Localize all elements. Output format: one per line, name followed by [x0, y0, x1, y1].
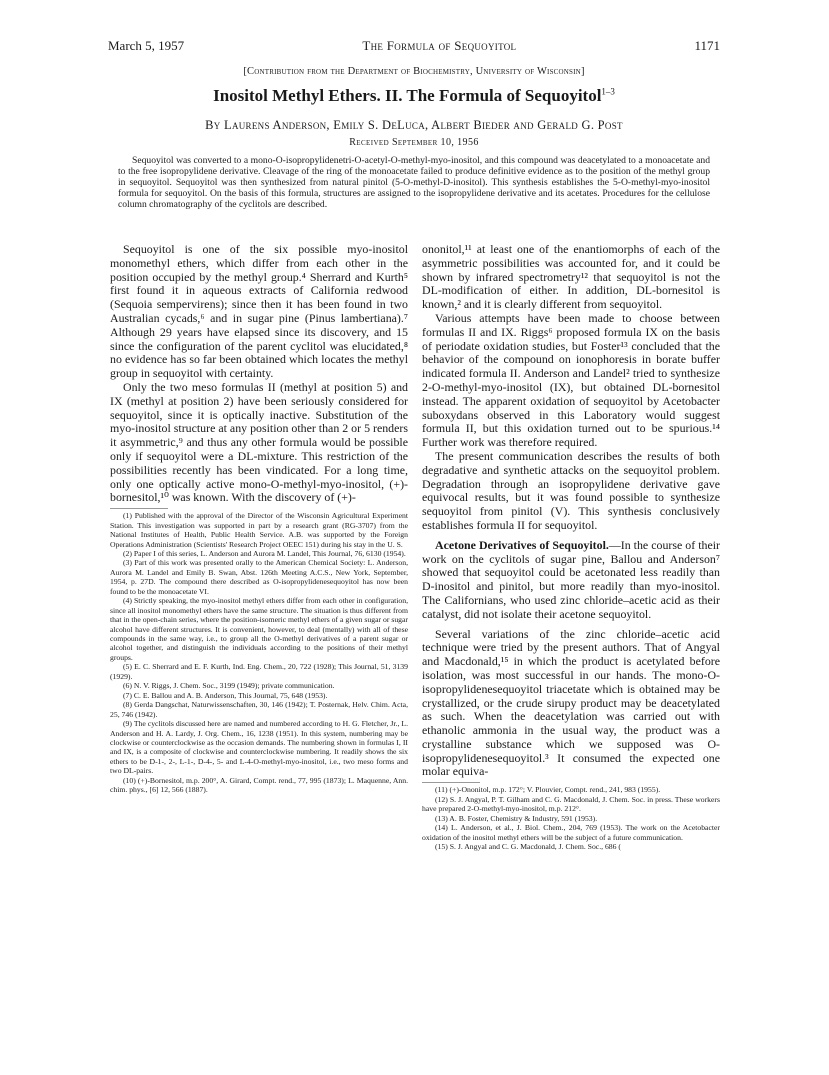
footnote: (15) S. J. Angyal and C. G. Macdonald, J. Chem. Soc., 686 (: [435, 842, 621, 851]
section-paragraph: [422, 539, 720, 622]
footnote: (9) The cyclitols discussed here are named and numbered according to H. G. Fletcher, Jr., L. Anderson and H. A. Lardy, J. Org. Chem., 16, 1238 (1951). In this system, numbering may be clockwise or counterclockwise as the occasion demands. The numbering shown in formulas I, II and IX, is a composite of clockwise and counterclockwise numbering. It readily shows the six ethers to be D-1-, 2-, L-1-, D-4-, 5- and L-4-O-methyl-myo-inositol, i.e., two meso forms and two DL-pairs.: [110, 719, 408, 776]
title-footnote-refs: 1–3: [601, 86, 615, 97]
page-number: 1171: [694, 38, 720, 53]
title-text: Inositol Methyl Ethers. II. The Formula of Sequoyitol: [213, 86, 602, 105]
right-column: [422, 243, 720, 851]
footnote-rule: [110, 508, 168, 509]
footnote: (5) E. C. Sherrard and E. F. Kurth, Ind. Eng. Chem., 20, 722 (1928); This Journal, 51, 3139 (1929).: [110, 662, 408, 681]
author-line: By Laurens Anderson, Emily S. DeLuca, Albert Bieder and Gerald G. Post: [205, 118, 623, 132]
footnote: (7) C. E. Ballou and A. B. Anderson, This Journal, 75, 648 (1953).: [123, 690, 328, 700]
section-heading: Acetone Derivatives of Sequoyitol.: [435, 537, 609, 552]
body-paragraph: Various attempts have been made to choose between formulas II and IX. Riggs⁶ proposed formula IX on the basis of periodate oxidation studies, but Foster¹³ concluded that the behavior of the compound on ionophoresis in borate buffer indicated formula II. Anderson and Landel² tried to synthesize 2-O-methyl-myo-inositol (IX), but obtained DL-bornesitol instead. The apparent oxidation of sequoyitol by Acetobacter suboxydans observed in this Laboratory would suggest formula II, but this oxidation turned out to be spurious.¹⁴ Further work was therefore required.: [422, 310, 720, 450]
body-paragraph: Only the two meso formulas II (methyl at position 5) and IX (methyl at position 2) have been seriously considered for sequoyitol, since it is optically inactive. Substitution of the myo-inositol structure at any position other than 2 or 5 renders it asymmetric,⁹ and thus any other formula would be possible only if sequoyitol were a DL-mixture. This restriction of the possibilities recently has been vindicated. For a long time, only one optically active mono-O-methyl-myo-inositol, (+)-bornesitol,¹⁰ was known. With the discovery of (+)-: [110, 379, 408, 505]
running-header: [108, 38, 720, 54]
running-title: The Formula of Sequoyitol: [362, 38, 517, 53]
footnote: (1) Published with the approval of the Director of the Wisconsin Agricultural Experiment Station. This investigation was supported in part by a research grant (RG-3707) from the National Institutes of Health, Public Health Service. A.B. was supported by the Foreign Operations Administration (Scientists' Research Project OEEC 151) during his stay in the U. S.: [110, 511, 408, 549]
article-title: [108, 86, 720, 106]
footnote: (6) N. V. Riggs, J. Chem. Soc., 3199 (1949); private communication.: [123, 681, 335, 691]
footnote: (10) (+)-Bornesitol, m.p. 200°, A. Girard, Compt. rend., 77, 995 (1873); L. Maquenne, Ann. chim. phys., [6] 12, 566 (1887).: [110, 775, 408, 795]
footnote: (8) Gerda Dangschat, Naturwissenschaften, 30, 146 (1942); T. Posternak, Helv. Chim. Acta, 25, 746 (1942).: [110, 700, 408, 719]
footnote: (14) L. Anderson, et al., J. Biol. Chem., 204, 769 (1953). The work on the Acetobacter oxidation of the inositol methyl ethers will be the subject of a future communication.: [422, 823, 720, 842]
received-date: Received September 10, 1956: [349, 137, 479, 148]
footnote-rule: [422, 782, 480, 783]
body-paragraph: The present communication describes the results of both degradative and synthetic attacks on the sequoyitol problem. Degradation through an isopropylidene derivative gave equivocal results, but it was found possible to synthesize sequoyitol from pinitol (V). This synthesis conclusively establishes formula II for sequoyitol.: [422, 448, 720, 532]
footnote: (4) Strictly speaking, the myo-inositol methyl ethers differ from each other in configuration, since all inositol monomethyl ethers have the same structure. The situation is thus different from that in the open-chain series, where the position-isomeric methyl ethers of a given sugar or sugar alcohol have different structures. It is convenient, however, to deal (mentally) with all of these compounds in the same way, i.e., to group all the O-methyl derivatives of a parent sugar or alcohol together, and distinguish the individuals according to the positions of their methyl groups.: [110, 596, 408, 662]
footnote: (3) Part of this work was presented orally to the American Chemical Society: L. Anderson, Aurora M. Landel and Emily B. Swan, Abst. 126th Meeting A.C.S., New York, September, 1954, p. 27D. The compound there described as O-isopropylidenesequoyitol has now been found to be the monoacetate VI.: [110, 558, 408, 596]
footnote: (13) A. B. Foster, Chemistry & Industry, 591 (1953).: [435, 813, 598, 823]
issue-date: March 5, 1957: [108, 38, 185, 53]
body-paragraph: Several variations of the zinc chloride–acetic acid technique were tried by the present authors. That of Angyal and Macdonald,¹⁵ in which the product is acetylated before isolation, was most successful in our hands. The mono-O-isopropylidenesequoyitol triacetate which is obtained may be crystallized, or the crude sirupy product may be deacetylated as such. When the deacetylation was carried out with ethanolic ammonia in the usual way, the product was a crystalline substance which we supposed was O-isopropylidenesequoyitol.³ It consumed the expected one molar equiva-: [422, 626, 720, 779]
abstract: Sequoyitol was converted to a mono-O-isopropylidenetri-O-acetyl-O-methyl-myo-inositol, and this compound was deacetylated to a monoacetate and to the free isopropylidene derivative. Cleavage of the ring of the monoacetate failed to produce definitive evidence as to the position of the methyl group in sequoyitol. Sequoyitol was then synthesized from natural pinitol (5-O-methyl-D-inositol). This synthesis establishes the 5-O-methyl-myo-inositol formula for sequoyitol. On the basis of this formula, structures are assigned to the isopropylidene derivative and its acetates. Procedures for the cellulose column chromatography of the cyclitols are described.: [118, 155, 710, 211]
footnote: (11) (+)-Ononitol, m.p. 172°; V. Plouvier, Compt. rend., 241, 983 (1955).: [435, 785, 661, 795]
footnote: (2) Paper I of this series, L. Anderson and Aurora M. Landel, This Journal, 76, 6130 (1954).: [123, 548, 406, 558]
left-column: [110, 243, 408, 795]
contribution-line: [Contribution from the Department of Biochemistry, University of Wisconsin]: [243, 66, 585, 77]
section-text: —In the course of their work on the cyclitols of sugar pine, Ballou and Anderson⁷ showed that sequoyitol could be acetonated less readily than D-inositol and pinitol, but more readily than myo-inositol. The Californians, who used zinc chloride–acetic acid as their catalyst, did not isolate their acetone sequoyitol.: [422, 537, 720, 621]
body-paragraph: Sequoyitol is one of the six possible myo-inositol monomethyl ethers, which differ from each other in the position occupied by the methyl group.⁴ Sherrard and Kurth⁵ first found it in aqueous extracts of California redwood (Sequoia sempervirens); since then it has been found in two Australian cycads,⁶ and in sugar pine (Pinus lambertiana).⁷ Although 29 years have elapsed since its discovery, and 15 since the configuration of the parent cyclitol was elucidated,⁸ no evidence has so far been obtained which locates the methyl group in sequoyitol with certainty.: [110, 242, 408, 381]
footnote: (12) S. J. Angyal, P. T. Gilham and C. G. Macdonald, J. Chem. Soc. in press. These workers have prepared 2-O-methyl-myo-inositol, m.p. 212°.: [422, 794, 720, 814]
body-paragraph: ononitol,¹¹ at least one of the enantiomorphs of each of the asymmetric possibilities was accounted for, and it could be shown by infrared spectrometry¹² that sequoyitol is not the DL-modification of either. In addition, DL-bornesitol is known,² and it is clearly different from sequoyitol.: [422, 242, 720, 312]
